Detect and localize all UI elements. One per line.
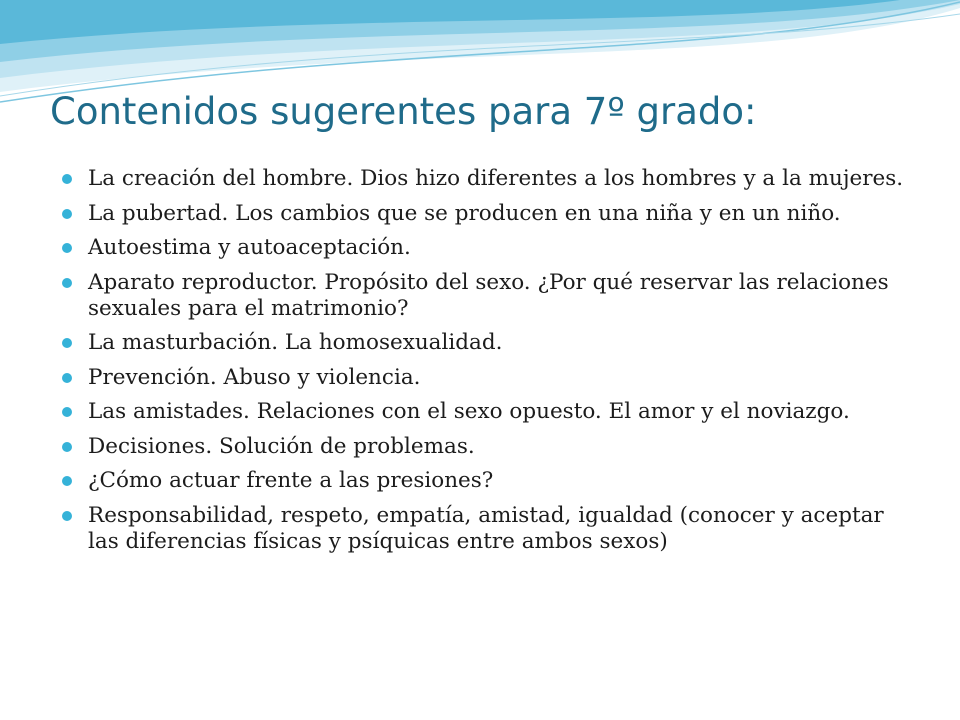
bullet-dot-icon (62, 511, 72, 521)
list-item-text: Las amistades. Relaciones con el sexo opuesto. El amor y el noviazgo. (88, 399, 850, 424)
list-item-text: La pubertad. Los cambios que se producen en una niña y en un niño. (88, 200, 841, 226)
list-item-text: La creación del hombre. Dios hizo diferentes a los hombres y a la mujeres. (88, 166, 904, 191)
bullet-dot-icon (62, 338, 72, 348)
list-item (62, 235, 912, 261)
list-item (62, 503, 912, 555)
bullet-dot-icon (62, 373, 72, 383)
bullet-dot-icon (62, 174, 72, 184)
bullet-dot-icon (62, 278, 72, 288)
list-item-text: Autoestima y autoaceptación. (88, 235, 411, 260)
list-item (62, 399, 912, 425)
list-item (62, 365, 912, 391)
list-item-text: Prevención. Abuso y violencia. (88, 364, 421, 390)
bullet-list (62, 166, 912, 563)
list-item (62, 330, 912, 356)
list-item-text: Decisiones. Solución de problemas. (88, 433, 475, 459)
list-item (62, 166, 912, 192)
list-item (62, 434, 912, 460)
bullet-dot-icon (62, 209, 72, 219)
list-item-text: Aparato reproductor. Propósito del sexo. ¿Por qué reservar las relaciones sexuales para el matrimonio? (88, 269, 889, 321)
list-item-text: ¿Cómo actuar frente a las presiones? (88, 468, 494, 493)
list-item (62, 468, 912, 494)
slide-title: Contenidos sugerentes para 7º grado: (50, 90, 757, 133)
bullet-dot-icon (62, 243, 72, 253)
bullet-dot-icon (62, 442, 72, 452)
list-item (62, 270, 912, 322)
bullet-dot-icon (62, 407, 72, 417)
list-item-text: La masturbación. La homosexualidad. (88, 330, 503, 355)
bullet-dot-icon (62, 476, 72, 486)
list-item-text: Responsabilidad, respeto, empatía, amistad, igualdad (conocer y aceptar las diferencias físicas y psíquicas entre ambos sexos) (88, 502, 884, 554)
list-item (62, 201, 912, 227)
